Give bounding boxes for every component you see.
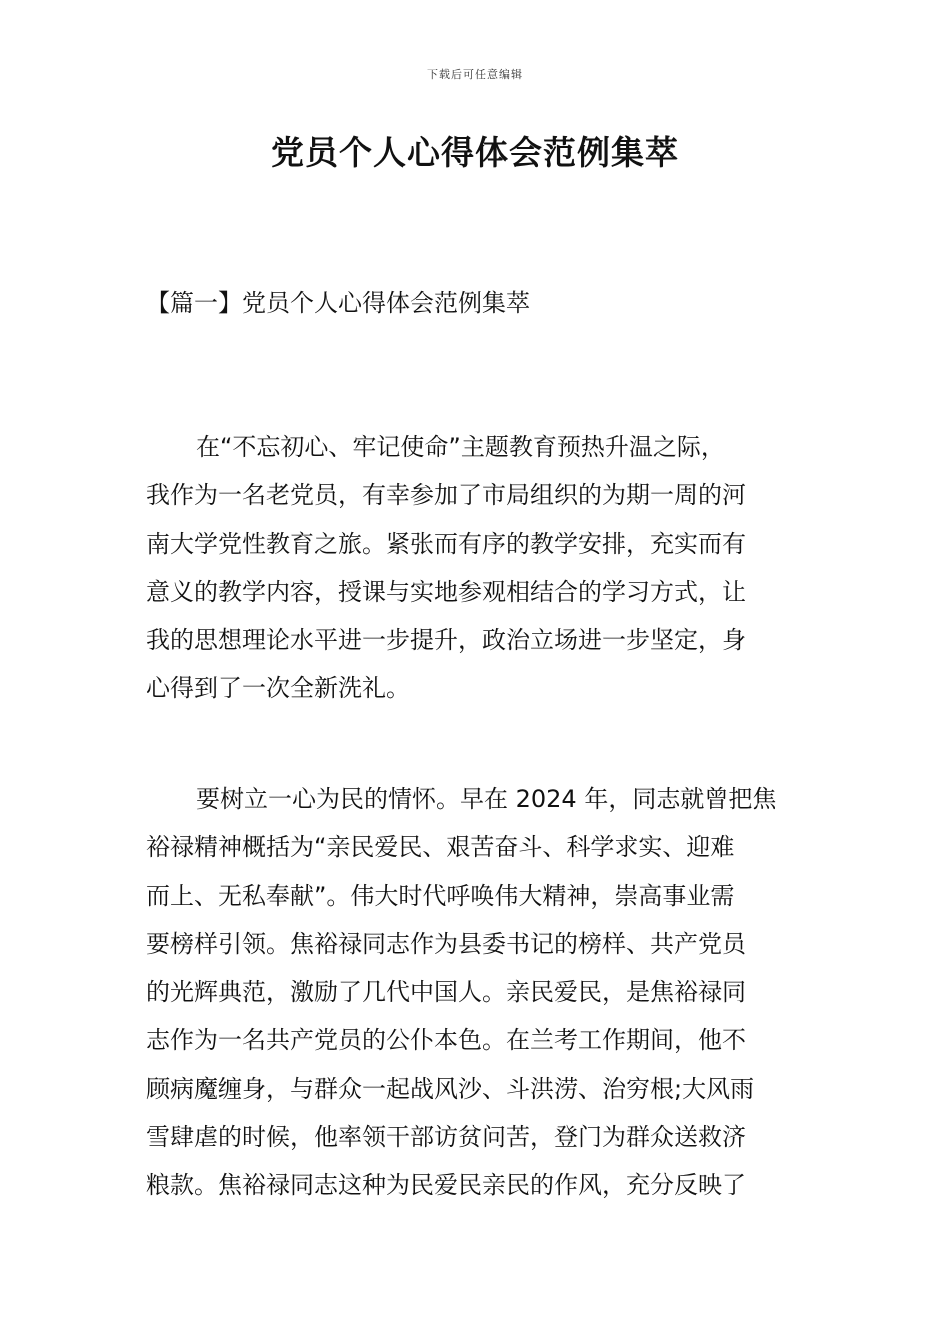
paragraph-line: 南大学党性教育之旅。紧张而有序的教学安排，充实而有 (146, 529, 746, 558)
paragraph-line: 我作为一名老党员，有幸参加了市局组织的为期一周的河 (146, 481, 746, 510)
paragraph-line: 意义的教学内容，授课与实地参观相结合的学习方式，让 (146, 577, 746, 606)
paragraph-line: 裕禄精神概括为“亲民爱民、艰苦奋斗、科学求实、迎难 (146, 833, 735, 862)
paragraph-1 (146, 423, 806, 713)
header-note: 下载后可任意编辑 (427, 68, 523, 81)
paragraph-line: 顾病魔缠身，与群众一起战风沙、斗洪涝、治穷根;大风雨 (146, 1074, 755, 1103)
paragraph-line: 要榜样引领。焦裕禄同志作为县委书记的榜样、共产党员 (146, 929, 746, 958)
paragraph-line: 在“不忘初心、牢记使命”主题教育预热升温之际， (196, 433, 725, 461)
paragraph-line: 心得到了一次全新洗礼。 (146, 674, 410, 703)
paragraph-line: 的光辉典范，激励了几代中国人。亲民爱民，是焦裕禄同 (146, 978, 746, 1007)
paragraph-line: 我的思想理论水平进一步提升，政治立场进一步坚定，身 (146, 626, 746, 655)
document-title: 党员个人心得体会范例集萃 (271, 133, 679, 172)
paragraph-line: 志作为一名共产党员的公仆本色。在兰考工作期间，他不 (146, 1026, 746, 1055)
paragraph-line: 粮款。焦裕禄同志这种为民爱民亲民的作风，充分反映了 (146, 1171, 746, 1200)
paragraph-line: 雪肆虐的时候，他率领干部访贫问苦，登门为群众送救济 (146, 1123, 746, 1152)
paragraph-line: 要树立一心为民的情怀。早在 2024 年，同志就曾把焦 (196, 785, 777, 813)
paragraph-line: 而上、无私奉献”。伟大时代呼唤伟大精神，崇高事业需 (146, 881, 735, 910)
section-heading: 【篇一】党员个人心得体会范例集萃 (146, 289, 530, 317)
paragraph-2 (146, 775, 806, 1210)
